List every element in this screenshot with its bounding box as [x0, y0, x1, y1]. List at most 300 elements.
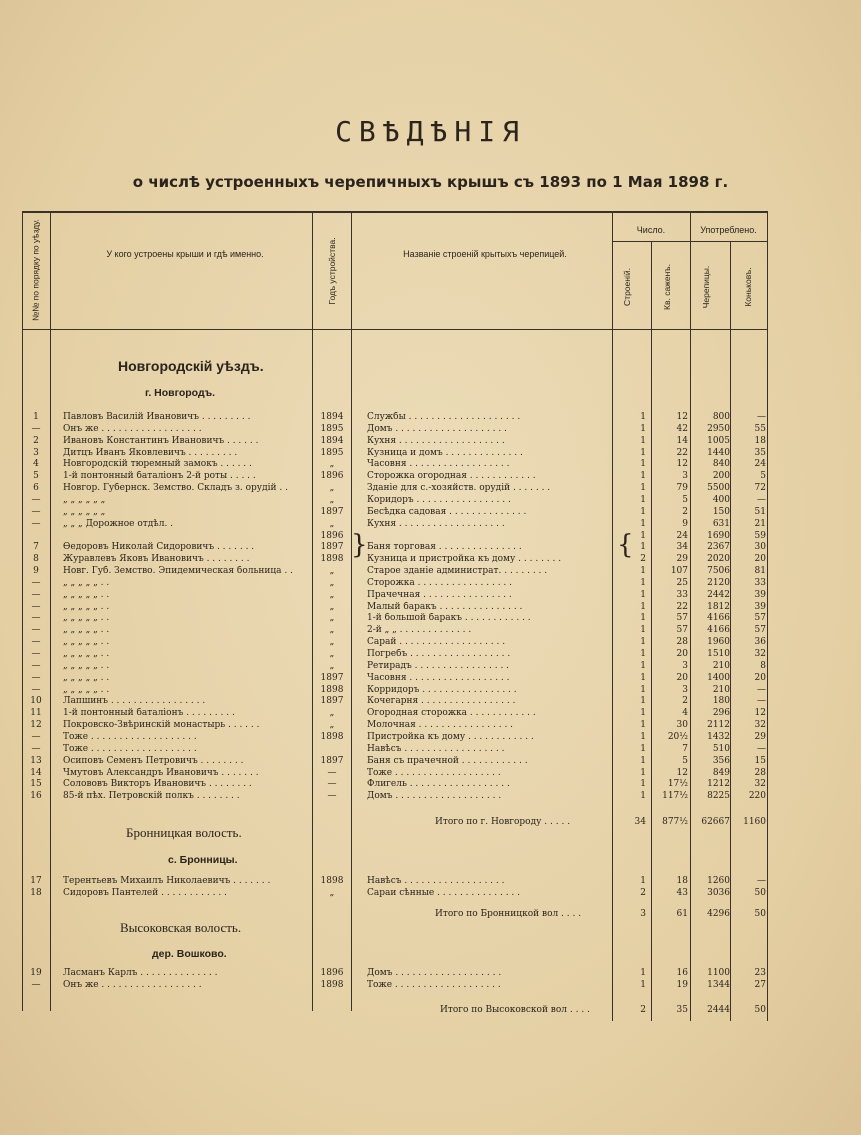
cell-no: 11	[30, 708, 42, 719]
cell-n: 1	[640, 423, 646, 434]
cell-n: 1	[640, 968, 646, 978]
cell-k: 27	[754, 980, 766, 990]
table-row	[0, 412, 861, 423]
cell-n: 1	[640, 601, 646, 612]
cell-who: Ивановъ Константинъ Ивановичъ . . . . . .	[63, 435, 259, 446]
cell-year: „	[329, 494, 335, 505]
cell-t: 7506	[707, 566, 730, 577]
cell-no: 13	[30, 755, 42, 766]
cell-year: „	[329, 459, 335, 470]
cell-who: Новг. Губ. Земство. Эпидемическая больница . .	[63, 566, 293, 577]
header-group-used: Употреблено.	[700, 225, 757, 235]
table-row	[0, 685, 861, 696]
table-row	[0, 542, 861, 553]
count-brace: {	[617, 530, 634, 560]
section-uezd: Новгородскій уѣздъ.	[118, 358, 264, 374]
cell-bld: Молочная . . . . . . . . . . . . . . . . .	[367, 720, 514, 731]
cell-no: —	[31, 731, 41, 742]
cell-bld: Корридоръ . . . . . . . . . . . . . . . . .	[367, 684, 517, 695]
cell-bld: Баня съ прачечной . . . . . . . . . . . .	[367, 755, 528, 766]
cell-k: 32	[754, 720, 766, 731]
cell-who: 1-й понтонный баталіонъ . . . . . . . . .	[63, 708, 235, 719]
cell-n: 1	[640, 696, 646, 707]
table-row	[0, 424, 861, 435]
header-col-s: Кв. саженъ.	[662, 264, 672, 310]
cell-bld: Навѣсъ . . . . . . . . . . . . . . . . . .	[367, 743, 505, 754]
total-t: 2444	[707, 1005, 730, 1015]
total-row-novgorod	[0, 817, 861, 828]
table-row	[0, 888, 861, 899]
cell-k: 35	[754, 447, 766, 458]
cell-k: 5	[760, 471, 766, 482]
cell-bld: Кухня . . . . . . . . . . . . . . . . . . .	[367, 435, 505, 446]
cell-n: 1	[640, 566, 646, 577]
cell-t: 840	[712, 459, 730, 470]
cell-no: 10	[30, 696, 42, 707]
cell-bld: Сторожка огородная . . . . . . . . . . . .	[367, 471, 536, 482]
cell-k: 8	[760, 660, 766, 671]
total-s: 877½	[662, 817, 688, 827]
table-row	[0, 732, 861, 743]
cell-s: 22	[676, 447, 688, 458]
cell-t: 8225	[707, 791, 730, 802]
total-k: 50	[754, 1005, 766, 1015]
cell-who: „ „ „ „ „ . .	[63, 625, 110, 636]
cell-k: 30	[754, 542, 766, 553]
total-s: 35	[676, 1005, 688, 1015]
cell-n: 1	[640, 637, 646, 648]
cell-n: 1	[640, 459, 646, 470]
cell-k: 57	[754, 625, 766, 636]
cell-t: 3036	[707, 888, 730, 898]
cell-t: 4166	[707, 613, 730, 624]
cell-s: 57	[676, 625, 688, 636]
cell-who: „ „ „ Дорожное отдѣл. .	[63, 518, 174, 529]
total-label: Итого по Бронницкой вол . . . .	[435, 909, 582, 919]
table-row	[0, 696, 861, 707]
table-row	[0, 744, 861, 755]
cell-s: 57	[676, 613, 688, 624]
cell-year: „	[329, 888, 335, 898]
cell-k: 15	[754, 755, 766, 766]
cell-who: „ „ „ „ „ „	[63, 506, 106, 517]
cell-year: 1898	[320, 554, 344, 565]
cell-bld: Пристройка къ дому . . . . . . . . . . . .	[367, 731, 534, 742]
cell-who: Осиповъ Семенъ Петровичъ . . . . . . . .	[63, 755, 244, 766]
table-row	[0, 519, 861, 530]
cell-t: 2367	[707, 542, 730, 553]
cell-bld: Кузница и домъ . . . . . . . . . . . . . .	[367, 447, 523, 458]
cell-t: 296	[712, 708, 730, 719]
cell-bld: Малый баракъ . . . . . . . . . . . . . . .	[367, 601, 523, 612]
cell-n: 1	[640, 613, 646, 624]
table-row	[0, 673, 861, 684]
table-row	[0, 613, 861, 624]
cell-bld: Сараи сѣнные . . . . . . . . . . . . . . .	[367, 888, 521, 898]
cell-no: 5	[33, 471, 39, 482]
cell-s: 19	[676, 980, 688, 990]
cell-no: —	[31, 637, 41, 648]
cell-t: 1510	[707, 649, 730, 659]
cell-k: 18	[754, 435, 766, 446]
table-row	[0, 483, 861, 494]
cell-n: 1	[640, 876, 646, 886]
cell-who: Ѳедоровъ Николай Сидоровичъ . . . . . . .	[63, 542, 255, 553]
cell-year: 1897	[320, 672, 344, 683]
cell-no: —	[31, 423, 41, 434]
section-city-novgorod: г. Новгородъ.	[145, 387, 216, 399]
cell-k: 51	[754, 506, 766, 517]
cell-t: 1344	[707, 980, 730, 990]
table-row	[0, 661, 861, 672]
cell-who: 85-й пѣх. Петровскій полкъ . . . . . . . .	[63, 791, 240, 802]
header-col-no: №№ по порядку по уѣзду.	[30, 219, 41, 321]
cell-k: 57	[754, 613, 766, 624]
cell-t: 210	[712, 660, 730, 671]
cell-k: 29	[754, 731, 766, 742]
cell-no: 12	[30, 720, 42, 731]
total-label: Итого по Высоковской вол . . . .	[440, 1005, 590, 1015]
cell-s: 2	[682, 506, 688, 517]
cell-who: „ „ „ „ „ . .	[63, 672, 110, 683]
cell-s: 12	[676, 412, 688, 422]
cell-t: 2112	[707, 720, 730, 731]
table-row	[0, 768, 861, 779]
cell-t: 210	[712, 684, 730, 695]
cell-t: 5500	[707, 483, 730, 494]
cell-no: —	[31, 625, 41, 636]
cell-n: 1	[640, 625, 646, 636]
table-row	[0, 507, 861, 518]
cell-n: 2	[640, 554, 646, 565]
cell-who: Терентьевъ Михаилъ Николаевичъ . . . . . . .	[63, 876, 271, 886]
cell-s: 29	[676, 554, 688, 565]
cell-bld: Старое зданіе администрат. . . . . . . . .	[367, 566, 548, 577]
cell-no: 19	[30, 968, 42, 978]
table-row	[0, 495, 861, 506]
cell-s: 16	[676, 968, 688, 978]
cell-s: 34	[676, 542, 688, 553]
cell-t: 2442	[707, 589, 730, 600]
cell-who: „ „ „ „ „ . .	[63, 649, 110, 659]
cell-n: 1	[640, 435, 646, 446]
table-row	[0, 531, 861, 542]
cell-s: 5	[682, 755, 688, 766]
section-bronnitsy: с. Бронницы.	[168, 854, 238, 866]
table-row	[0, 471, 861, 482]
total-row-vysokovskaya	[0, 1005, 861, 1016]
table-row	[0, 566, 861, 577]
cell-s: 42	[676, 423, 688, 434]
section-bronnitskaya: Бронницкая волость.	[126, 825, 242, 840]
cell-who: Солововъ Викторъ Ивановичъ . . . . . . . .	[63, 779, 252, 790]
header-bottom-rule	[22, 329, 768, 330]
cell-s: 24	[676, 530, 688, 541]
header-col-k: Коньковъ.	[743, 267, 753, 307]
table-row	[0, 980, 861, 991]
cell-s: 43	[676, 888, 688, 898]
cell-no: —	[31, 601, 41, 612]
cell-s: 3	[682, 684, 688, 695]
cell-year: 1894	[320, 412, 344, 422]
cell-t: 800	[712, 412, 730, 422]
cell-bld: Домъ . . . . . . . . . . . . . . . . . . . .	[367, 423, 507, 434]
cell-year: „	[329, 601, 335, 612]
cell-who: „ „ „ „ „ . .	[63, 684, 110, 695]
cell-t: 2020	[707, 554, 730, 565]
cell-year: „	[329, 660, 335, 671]
cell-no: —	[31, 589, 41, 600]
cell-t: 1440	[707, 447, 730, 458]
cell-who: „ „ „ „ „ . .	[63, 637, 110, 648]
cell-bld: Ретирадъ . . . . . . . . . . . . . . . . .	[367, 660, 510, 671]
cell-t: 400	[712, 494, 730, 505]
cell-t: 1432	[707, 731, 730, 742]
cell-t: 1812	[707, 601, 730, 612]
cell-n: 1	[640, 530, 646, 541]
cell-bld: Зданіе для с.-хозяйств. орудій . . . . . . .	[367, 483, 551, 494]
cell-no: 7	[33, 542, 39, 553]
table-row	[0, 649, 861, 660]
cell-s: 4	[682, 708, 688, 719]
cell-s: 3	[682, 471, 688, 482]
cell-who: „ „ „ „ „ „	[63, 494, 106, 505]
total-label: Итого по г. Новгороду . . . . .	[435, 817, 571, 827]
cell-n: 1	[640, 447, 646, 458]
table-row	[0, 459, 861, 470]
cell-year: „	[329, 483, 335, 494]
total-n: 2	[640, 1005, 646, 1015]
cell-n: 1	[640, 518, 646, 529]
cell-t: 849	[712, 767, 730, 778]
cell-k: —	[757, 412, 766, 422]
cell-t: 180	[712, 696, 730, 707]
cell-bld: Сторожка . . . . . . . . . . . . . . . . .	[367, 577, 513, 588]
table-row	[0, 876, 861, 887]
cell-n: 1	[640, 743, 646, 754]
year-brace: }	[351, 530, 368, 560]
cell-year: 1894	[320, 435, 344, 446]
cell-t: 1960	[707, 637, 730, 648]
cell-no: —	[31, 649, 41, 659]
cell-bld: Часовня . . . . . . . . . . . . . . . . . .	[367, 672, 510, 683]
cell-who: Ласманъ Карлъ . . . . . . . . . . . . . .	[63, 968, 218, 978]
cell-k: 23	[754, 968, 766, 978]
cell-k: 20	[754, 672, 766, 683]
cell-year: „	[329, 720, 335, 731]
cell-no: 16	[30, 791, 42, 802]
cell-no: 18	[30, 888, 42, 898]
table-row	[0, 968, 861, 979]
cell-k: 32	[754, 779, 766, 790]
cell-bld: Бесѣдка садовая . . . . . . . . . . . . . .	[367, 506, 527, 517]
section-vysokovskaya: Высоковская волость.	[120, 920, 242, 935]
cell-year: 1898	[320, 731, 344, 742]
cell-year: „	[329, 649, 335, 659]
cell-k: 39	[754, 589, 766, 600]
total-k: 50	[754, 909, 766, 919]
cell-bld: Тоже . . . . . . . . . . . . . . . . . . .	[367, 767, 501, 778]
cell-n: 1	[640, 483, 646, 494]
cell-k: —	[757, 743, 766, 754]
cell-k: 20	[754, 554, 766, 565]
header-col-n: Строеній.	[622, 268, 632, 306]
cell-k: 24	[754, 459, 766, 470]
cell-who: Онъ же . . . . . . . . . . . . . . . . . .	[63, 980, 202, 990]
cell-n: 1	[640, 494, 646, 505]
cell-t: 200	[712, 471, 730, 482]
table-row	[0, 791, 861, 802]
cell-s: 18	[676, 876, 688, 886]
cell-bld: Кухня . . . . . . . . . . . . . . . . . . .	[367, 518, 505, 529]
cell-no: 4	[33, 459, 39, 470]
cell-year: 1897	[320, 506, 344, 517]
cell-bld: Прачечная . . . . . . . . . . . . . . . .	[367, 589, 512, 600]
cell-no: 6	[33, 483, 39, 494]
cell-year: „	[329, 577, 335, 588]
table-row	[0, 756, 861, 767]
cell-t: 150	[712, 506, 730, 517]
cell-s: 14	[676, 435, 688, 446]
cell-n: 1	[640, 471, 646, 482]
cell-n: 1	[640, 542, 646, 553]
cell-no: —	[31, 672, 41, 683]
cell-who: Тоже . . . . . . . . . . . . . . . . . . .	[63, 743, 197, 754]
cell-t: 356	[712, 755, 730, 766]
cell-year: „	[329, 613, 335, 624]
cell-year: 1897	[320, 696, 344, 707]
cell-k: 59	[754, 530, 766, 541]
cell-no: 8	[33, 554, 39, 565]
cell-n: 1	[640, 731, 646, 742]
cell-t: 4166	[707, 625, 730, 636]
cell-bld: 1-й большой баракъ . . . . . . . . . . . .	[367, 613, 531, 624]
table-top-rule	[22, 211, 768, 213]
cell-year: 1898	[320, 684, 344, 695]
cell-n: 1	[640, 589, 646, 600]
cell-k: —	[757, 494, 766, 505]
cell-no: —	[31, 613, 41, 624]
cell-t: 1100	[707, 968, 730, 978]
cell-s: 25	[676, 577, 688, 588]
cell-year: 1898	[320, 876, 344, 886]
cell-s: 17½	[667, 779, 688, 790]
cell-s: 20	[676, 672, 688, 683]
cell-no: 9	[33, 566, 39, 577]
cell-who: „ „ „ „ „ . .	[63, 660, 110, 671]
cell-s: 9	[682, 518, 688, 529]
cell-s: 20½	[667, 731, 688, 742]
cell-year: „	[329, 637, 335, 648]
cell-year: —	[327, 779, 337, 790]
cell-k: 55	[754, 423, 766, 434]
cell-k: 39	[754, 601, 766, 612]
cell-no: 17	[30, 876, 42, 886]
cell-no: 15	[30, 779, 42, 790]
header-group-count: Число.	[636, 225, 666, 235]
cell-no: —	[31, 684, 41, 695]
table-row	[0, 625, 861, 636]
cell-s: 12	[676, 459, 688, 470]
cell-no: 2	[33, 435, 39, 446]
cell-k: 72	[754, 483, 766, 494]
cell-who: Журавлевъ Яковъ Ивановичъ . . . . . . . .	[63, 554, 250, 565]
cell-no: —	[31, 980, 41, 990]
cell-s: 12	[676, 767, 688, 778]
cell-no: —	[31, 506, 41, 517]
cell-who: „ „ „ „ „ . .	[63, 577, 110, 588]
cell-bld: Домъ . . . . . . . . . . . . . . . . . . .	[367, 968, 502, 978]
cell-bld: Погребъ . . . . . . . . . . . . . . . . . .	[367, 649, 511, 659]
cell-n: 1	[640, 708, 646, 719]
cell-year: 1896	[320, 471, 344, 482]
cell-who: „ „ „ „ „ . .	[63, 589, 110, 600]
cell-bld: Сарай . . . . . . . . . . . . . . . . . . .	[367, 637, 506, 648]
total-k: 1160	[743, 817, 766, 827]
cell-year: „	[329, 566, 335, 577]
document-subtitle: о числѣ устроенныхъ черепичныхъ крышъ съ 1893 по 1 Мая 1898 г.	[132, 173, 729, 191]
cell-k: 81	[754, 566, 766, 577]
cell-no: —	[31, 518, 41, 529]
cell-who: 1-й понтонный баталіонъ 2-й роты . . . . .	[63, 471, 256, 482]
cell-no: 14	[30, 767, 42, 778]
cell-who: Дитцъ Иванъ Яковлевичъ . . . . . . . . .	[63, 447, 238, 458]
cell-k: 28	[754, 767, 766, 778]
cell-n: 1	[640, 684, 646, 695]
cell-t: 510	[712, 743, 730, 754]
total-s: 61	[676, 909, 688, 919]
header-col-bld: Названіе строеній крытыхъ черепицей.	[403, 249, 567, 259]
cell-n: 1	[640, 412, 646, 422]
cell-n: 1	[640, 767, 646, 778]
cell-s: 117½	[662, 791, 688, 802]
cell-k: 32	[754, 649, 766, 659]
table-row	[0, 590, 861, 601]
cell-bld: Часовня . . . . . . . . . . . . . . . . . .	[367, 459, 510, 470]
cell-s: 22	[676, 601, 688, 612]
cell-n: 1	[640, 720, 646, 731]
cell-who: Тоже . . . . . . . . . . . . . . . . . . .	[63, 731, 197, 742]
total-n: 34	[634, 817, 646, 827]
cell-year: —	[327, 767, 337, 778]
cell-s: 33	[676, 589, 688, 600]
cell-who: Сидоровъ Пантелей . . . . . . . . . . . .	[63, 888, 227, 898]
cell-t: 1212	[707, 779, 730, 790]
cell-bld: Службы . . . . . . . . . . . . . . . . . . . .	[367, 412, 521, 422]
cell-t: 1005	[707, 435, 730, 446]
total-t: 62667	[701, 817, 730, 827]
table-row	[0, 720, 861, 731]
cell-k: 21	[754, 518, 766, 529]
cell-who: Павловъ Василій Ивановичъ . . . . . . . . .	[63, 412, 251, 422]
cell-year: 1897	[320, 542, 344, 553]
cell-bld: Тоже . . . . . . . . . . . . . . . . . . .	[367, 980, 501, 990]
header-col-year: Годъ устройства.	[327, 237, 337, 305]
section-voshkovo: дер. Вошково.	[152, 948, 227, 960]
cell-year: 1898	[320, 980, 344, 990]
cell-k: 50	[754, 888, 766, 898]
cell-k: 12	[754, 708, 766, 719]
cell-n: 1	[640, 649, 646, 659]
cell-n: 1	[640, 660, 646, 671]
cell-t: 631	[712, 518, 730, 529]
cell-bld: 2-й „ „ . . . . . . . . . . . . .	[367, 625, 472, 636]
cell-bld: Огородная сторожка . . . . . . . . . . . .	[367, 708, 536, 719]
table-row	[0, 448, 861, 459]
total-row-bronnitskaya	[0, 909, 861, 920]
cell-n: 2	[640, 888, 646, 898]
cell-who: Новгор. Губернск. Земство. Складъ з. орудій . .	[63, 483, 288, 494]
